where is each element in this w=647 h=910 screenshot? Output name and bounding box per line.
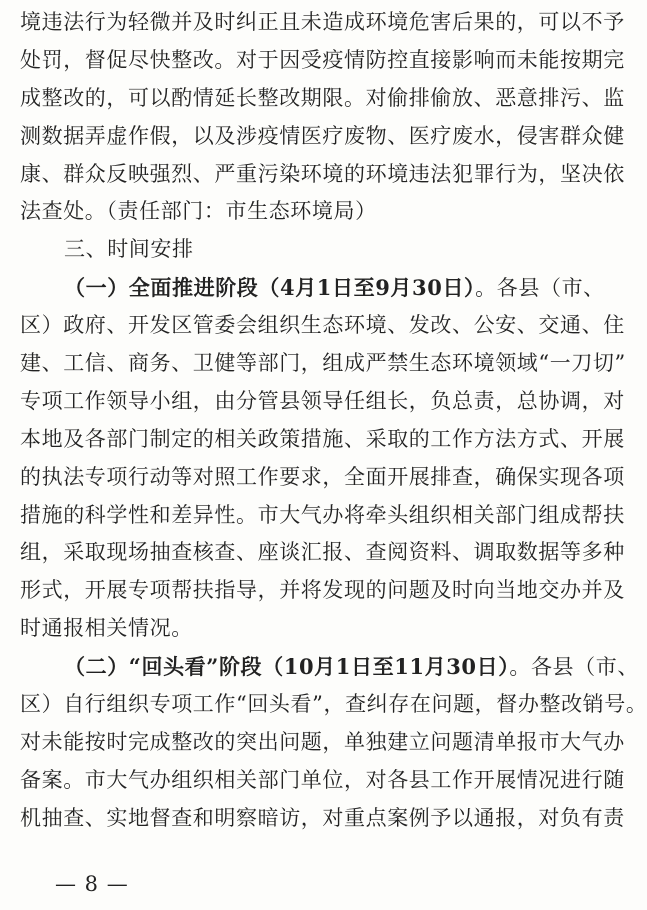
body-line: 处罚，督促尽快整改。对于因受疫情防控直接影响而未能按期完 [20, 47, 625, 72]
phase2-first-line [20, 648, 639, 686]
body-line: 时通报相关情况。 [20, 616, 193, 641]
body-line: 区）自行组织专项工作“回头看”，查纠存在问题，督办整改销号。 [20, 692, 647, 717]
body-line: 机抽查、实地督查和明察暗访，对重点案例予以通报，对负有责 [20, 805, 625, 830]
phase1-title: （一）全面推进阶段（4月1日至9月30日） [64, 275, 476, 301]
body-line: 措施的科学性和差异性。市大气办将牵头组织相关部门组成帮扶 [20, 502, 625, 527]
page-number: — 8 — [55, 872, 129, 896]
body-line: 区）政府、开发区管委会组织生态环境、发改、公安、交通、住 [20, 313, 625, 338]
body-line: 测数据弄虚作假，以及涉疫情医疗废物、医疗废水，侵害群众健 [20, 123, 625, 148]
body-line: 备案。市大气办组织相关部门单位，对各县工作开展情况进行随 [20, 767, 625, 792]
body-line: 成整改的，可以酌情延长整改期限。对偷排偷放、恶意排污、监 [20, 85, 625, 110]
document-page [20, 4, 647, 838]
body-line: 康、群众反映强烈、严重污染环境的环境违法犯罪行为，坚决依 [20, 161, 625, 186]
body-line: 的执法专项行动等对照工作要求，全面开展排查，确保实现各项 [20, 464, 625, 489]
body-line: 组，采取现场抽查核查、座谈汇报、查阅资料、调取数据等多种 [20, 540, 625, 565]
phase2-title: （二）“回头看”阶段（10月1日至11月30日） [64, 654, 510, 680]
body-line: 专项工作领导小组，由分管县领导任组长，负总责，总协调，对 [20, 388, 625, 413]
phase2-first-line-rest: 。各县（市、 [509, 655, 639, 680]
body-line: 法查处。（责任部门：市生态环境局） [20, 199, 377, 224]
body-line: 本地及各部门制定的相关政策措施、采取的工作方法方式、开展 [20, 426, 625, 451]
body-line: 对未能按时完成整改的突出问题，单独建立问题清单报市大气办 [20, 729, 625, 754]
phase1-first-line [20, 269, 612, 307]
body-line: 境违法行为轻微并及时纠正且未造成环境危害后果的，可以不予 [20, 10, 625, 34]
section-heading: 三、时间安排 [64, 237, 194, 262]
body-line: 建、工信、商务、卫健等部门，组成严禁生态环境领域“一刀切” [20, 351, 626, 376]
body-line: 形式，开展专项帮扶指导，并将发现的问题及时向当地交办并及 [20, 578, 625, 603]
phase1-first-line-rest: 。各县（市、 [475, 276, 605, 301]
